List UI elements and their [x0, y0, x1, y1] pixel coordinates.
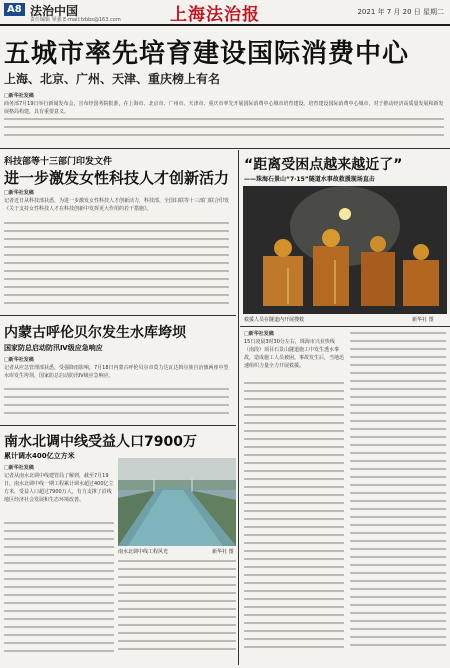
section-name: 法治中国 — [30, 4, 79, 18]
page-number: A8 — [4, 3, 25, 16]
canal-caption: 南水北调中线工程风光 — [118, 549, 169, 555]
science-byline: □新华社发稿 — [4, 190, 34, 196]
divider — [0, 148, 450, 149]
column-divider — [238, 150, 239, 665]
divider — [240, 326, 450, 327]
divider — [0, 425, 236, 426]
water-body-text: 记者从南水北调中线建管局了解到，截至7月19日，南水北调中线一期工程累计调水超过400亿立方米，受益人口超过7900万人，有力支撑了沿线地区经济社会发展和生态环境改善。 — [4, 473, 114, 503]
newspaper-brand: 上海法治报 — [170, 5, 260, 25]
editor-meta: 责任编辑 掌强 E-mail:fzbbs@163.com — [30, 17, 121, 23]
rescue-body-text: 15日凌晨3时30分左右，珠海市兴业快线（南段）项目石景山隧道施工中发生透水事故，造成施工人员被困。事故发生后，当地迅速组织力量全力开展救援。 — [244, 339, 344, 369]
water-title: 南水北调中线受益人口7900万 — [4, 434, 197, 450]
mongolia-body-lines — [4, 388, 229, 420]
canal-image — [118, 458, 236, 546]
canal-credit: 新华社 图 — [212, 549, 234, 555]
rescue-title: “距离受困点越来越近了” — [244, 157, 403, 173]
lead-body-lines — [4, 118, 444, 142]
water-body — [4, 472, 114, 520]
water-sub: 累计调水400亿立方米 — [4, 452, 75, 460]
lead-byline: □新华社发稿 — [4, 93, 34, 99]
lead-headline: 五城市率先培育建设国际消费中心 — [4, 39, 410, 69]
water-body-lines-2 — [118, 560, 236, 656]
science-title: 进一步激发女性科技人才创新活力 — [4, 169, 230, 187]
lead-subhead: 上海、北京、广州、天津、重庆榜上有名 — [4, 72, 221, 86]
masthead — [0, 0, 450, 26]
rescue-byline: □新华社发稿 — [244, 331, 274, 337]
science-body-lines — [4, 222, 229, 310]
mongolia-sub: 国家防总启动防汛Ⅳ级应急响应 — [4, 344, 103, 352]
science-kicker: 科技部等十三部门印发文件 — [4, 157, 113, 167]
science-body-text: 记者近日从科技部获悉，为进一步激发女性科技人才创新活力，科技部、全国妇联等十三部门联合印发《关于支持女性科技人才在科技创新中发挥更大作用的若干措施》。 — [4, 198, 229, 212]
divider — [0, 315, 236, 316]
rescue-caption: 救援人员在隧道内开展搜救 — [244, 317, 305, 323]
mongolia-title: 内蒙古呼伦贝尔发生水库垮坝 — [4, 325, 186, 341]
lead-body-text: 商务部7月19日举行新闻发布会，宣布经国务院批准，在上海市、北京市、广州市、天津市、重庆市率先开展国际消费中心城市培育建设。培育建设国际消费中心城市，对于推动经济高质量发展和新发展格局构建，具有重要意义。 — [4, 101, 444, 115]
water-byline: □新华社发稿 — [4, 465, 34, 471]
rescue-body — [244, 338, 344, 378]
rescue-photo — [243, 186, 447, 314]
rescue-body-lines-1 — [244, 382, 344, 654]
rescue-sub: ——珠海石景山“7·15”隧道水事故救援现场直击 — [244, 176, 375, 183]
science-body — [4, 197, 229, 221]
mongolia-body — [4, 364, 229, 388]
rescue-credit: 新华社 图 — [412, 317, 434, 323]
rescue-image — [243, 186, 447, 314]
mongolia-byline: □新华社发稿 — [4, 357, 34, 363]
water-body-lines — [4, 522, 114, 658]
mongolia-body-text: 记者从应急管理部获悉，受强降雨影响，7月18日内蒙古呼伦贝尔市莫力达瓦达斡尔族自治旗两座中型水库发生垮坝，国家防总启动防汛Ⅳ级应急响应。 — [4, 365, 229, 379]
issue-date: 2021 年 7 月 20 日 星期二 — [357, 8, 444, 16]
rescue-body-lines-2 — [350, 332, 446, 652]
canal-photo — [118, 458, 236, 546]
